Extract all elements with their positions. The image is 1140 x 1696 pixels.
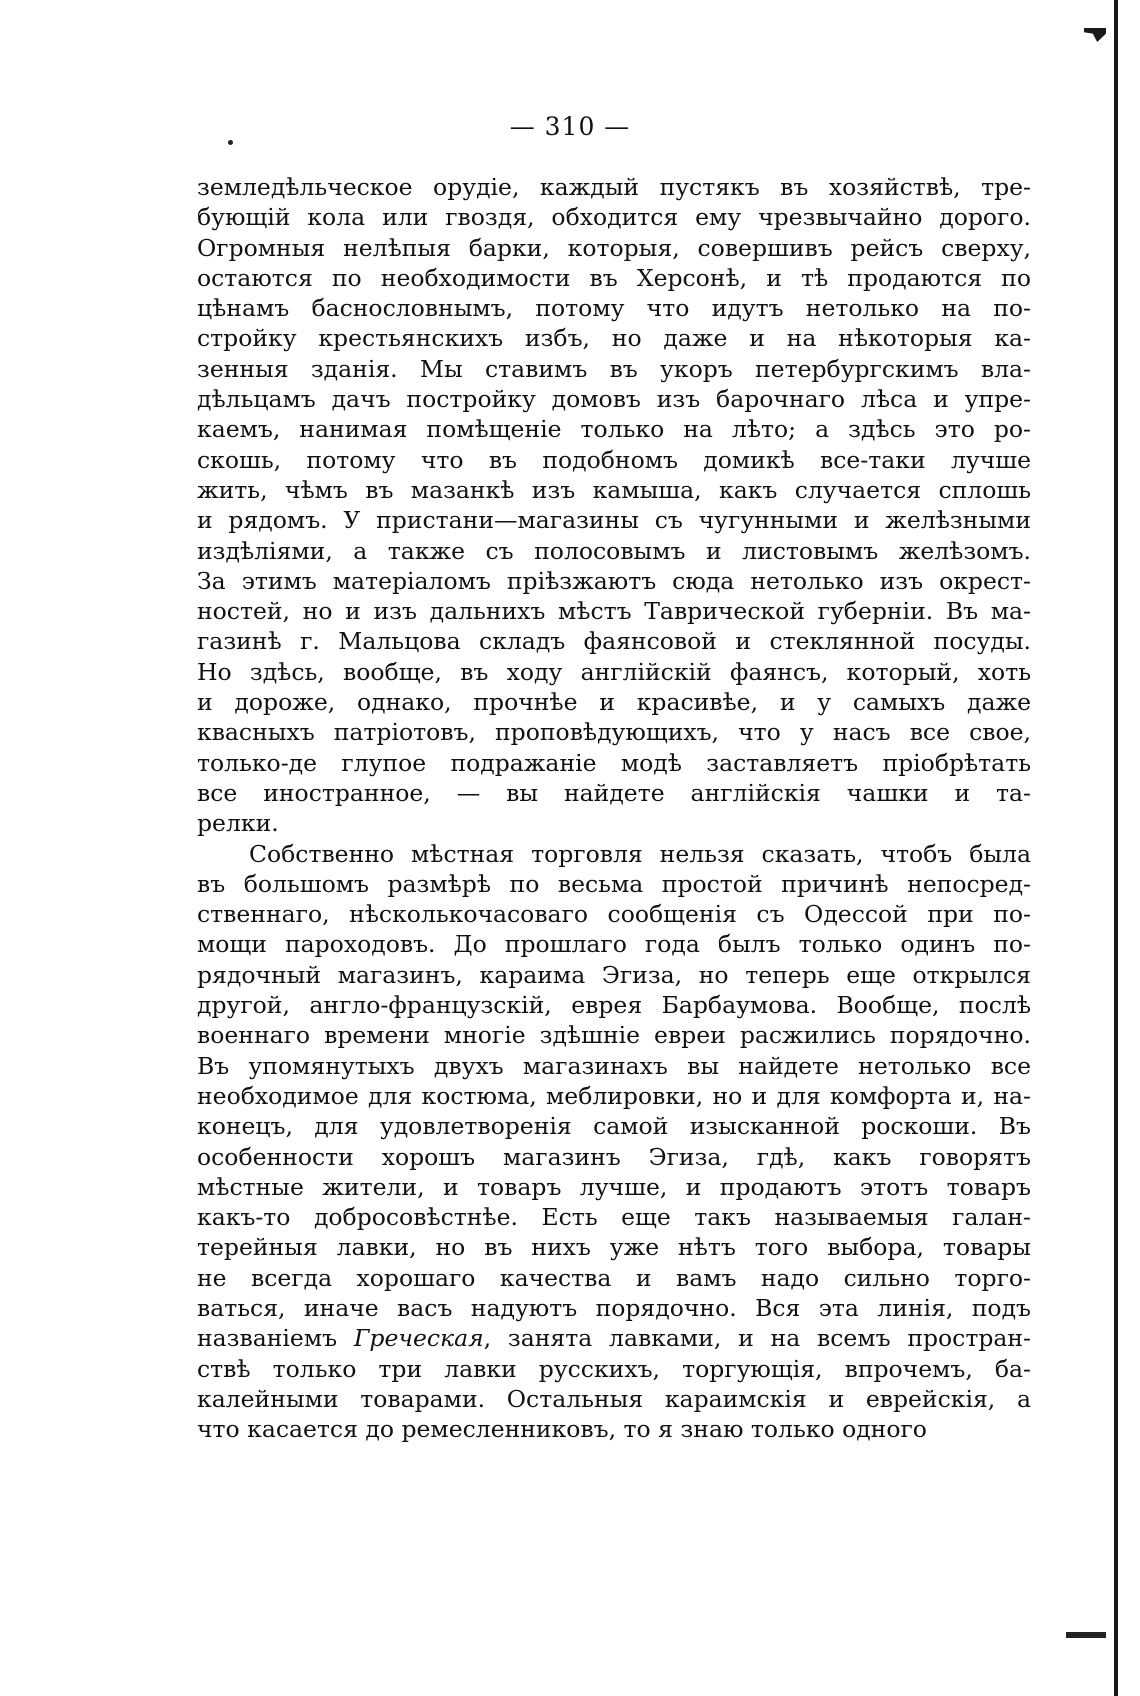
paragraph: [197, 839, 1031, 1445]
text-line: конецъ, для удовлетворенія самой изысканной роскоши. Въ: [197, 1112, 1031, 1141]
text-line: Огромныя нелѣпыя барки, которыя, совершивъ рейсъ сверху,: [197, 233, 1031, 262]
text-line: остаются по необходимости въ Херсонѣ, и тѣ продаются по: [197, 263, 1031, 292]
text-line: За этимъ матеріаломъ пріѣзжаютъ сюда нетолько изъ окрест-: [197, 566, 1031, 595]
text-line: терейныя лавки, но въ нихъ уже нѣтъ того выбора, товары: [197, 1233, 1031, 1262]
text-line: военнаго времени многіе здѣшніе евреи расжились порядочно.: [197, 1021, 1031, 1050]
text-line: ствѣ только три лавки русскихъ, торгующія, впрочемъ, ба-: [197, 1354, 1031, 1383]
scan-edge: [1114, 0, 1118, 1696]
paragraph: [197, 172, 1031, 839]
text-line: ственнаго, нѣсколькочасоваго сообщенія съ Одессой при по-: [197, 900, 1031, 929]
text-line: особенности хорошъ магазинъ Эгиза, гдѣ, какъ говорятъ: [197, 1142, 1031, 1171]
text-line: каемъ, нанимая помѣщеніе только на лѣто; а здѣсь это ро-: [197, 415, 1031, 444]
text-line: ваться, иначе васъ надуютъ порядочно. Вся эта линія, подъ: [197, 1293, 1031, 1322]
text-line: какъ-то добросовѣстнѣе. Есть еще такъ называемыя галан-: [197, 1203, 1031, 1232]
emphasized-word: Греческая: [353, 1324, 484, 1353]
text-line: все иностранное, — вы найдете англійскія чашки и та-: [197, 778, 1031, 807]
text-line: другой, англо-французскій, еврея Барбаумова. Вообще, послѣ: [197, 991, 1031, 1020]
text-line: и дороже, однако, прочнѣе и красивѣе, и у самыхъ даже: [197, 688, 1031, 717]
text-line: въ большомъ размѣрѣ по весьма простой причинѣ непосред-: [197, 869, 1031, 898]
text-line: издѣліями, а также съ полосовымъ и листовымъ желѣзомъ.: [197, 536, 1031, 565]
text-line: зенныя зданія. Мы ставимъ въ укоръ петербургскимъ вла-: [197, 354, 1031, 383]
text-line: бующій кола или гвоздя, обходится ему чрезвычайно дорого.: [197, 203, 1031, 232]
text-line: жить, чѣмъ въ мазанкѣ изъ камыша, какъ случается сплошь: [197, 475, 1031, 504]
text-line: необходимое для костюма, меблировки, но и для комфорта и, на-: [197, 1081, 1031, 1110]
text-line: мощи пароходовъ. До прошлаго года былъ только одинъ по-: [197, 930, 1031, 959]
text-line: Но здѣсь, вообще, въ ходу англійскій фаянсъ, который, хоть: [197, 657, 1031, 686]
text-line: стройку крестьянскихъ избъ, но даже и на нѣкоторыя ка-: [197, 324, 1031, 353]
text-line: и рядомъ. У пристани—магазины съ чугунными и желѣзными: [197, 506, 1031, 535]
text-line: ностей, но и изъ дальнихъ мѣстъ Таврической губерніи. Въ ма-: [197, 597, 1031, 626]
text-line: дѣльцамъ дачъ постройку домовъ изъ барочнаго лѣса и упре-: [197, 385, 1031, 414]
text-line: названіемъ Греческая, занята лавками, и на всемъ простран-: [197, 1324, 1031, 1353]
text-line: мѣстные жители, и товаръ лучше, и продаютъ этотъ товаръ: [197, 1172, 1031, 1201]
scan-artifact-top: [1084, 28, 1106, 42]
text-line: скошь, потому что въ подобномъ домикѣ все-таки лучше: [197, 445, 1031, 474]
scan-artifact-bottom: [1066, 1632, 1106, 1638]
page-number: — 310 —: [509, 112, 631, 141]
text-line: рядочный магазинъ, караима Эгиза, но теперь еще открылся: [197, 960, 1031, 989]
text-line: что касается до ремесленниковъ, то я знаю только одного: [197, 1415, 927, 1444]
text-line: цѣнамъ баснословнымъ, потому что идутъ нетолько на по-: [197, 294, 1031, 323]
text-line: земледѣльческое орудіе, каждый пустякъ въ хозяйствѣ, тре-: [197, 173, 1031, 201]
text-line: квасныхъ патріотовъ, проповѣдующихъ, что у насъ все свое,: [197, 718, 1031, 747]
text-line: только-де глупое подражаніе модѣ заставляетъ пріобрѣтать: [197, 748, 1031, 777]
text-line: релки.: [197, 809, 279, 838]
page-body: [197, 172, 1031, 1444]
text-line: не всегда хорошаго качества и вамъ надо сильно торго-: [197, 1263, 1031, 1292]
text-line: Въ упомянутыхъ двухъ магазинахъ вы найдете нетолько все: [197, 1051, 1031, 1080]
text-line: газинѣ г. Мальцова складъ фаянсовой и стеклянной посуды.: [197, 627, 1031, 656]
text-line: Собственно мѣстная торговля нельзя сказать, чтобъ была: [249, 839, 1031, 868]
text-line: калейными товарами. Остальныя караимскія и еврейскія, а: [197, 1384, 1031, 1413]
